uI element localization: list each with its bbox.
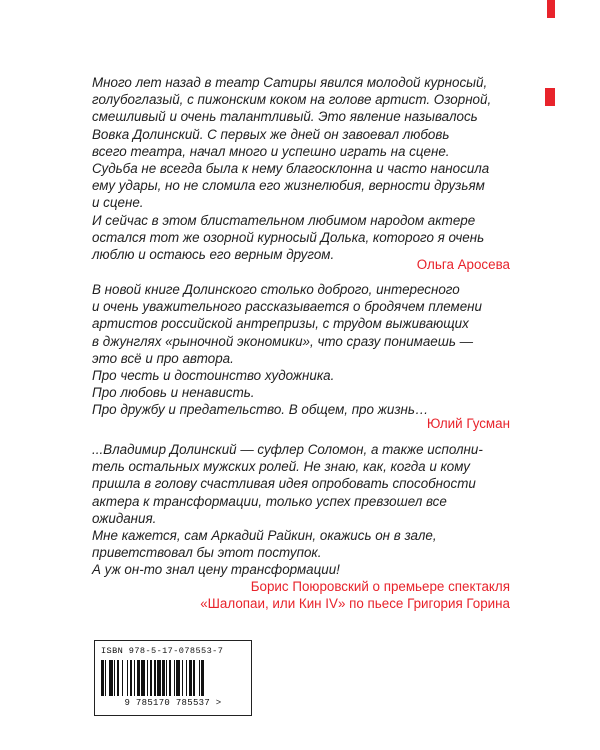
- barcode-bar: [114, 660, 115, 696]
- barcode-bar: [201, 660, 204, 696]
- top-red-stripe: [547, 0, 555, 18]
- barcode-bar: [130, 660, 133, 696]
- quote-author: Ольга Аросева: [416, 257, 510, 272]
- barcode-bar: [141, 660, 145, 696]
- quote-author: Борис Поюровский о премьере спектакля «Шалопаи, или Кин IV» по пьесе Григория Горина: [200, 579, 510, 611]
- barcode-bar: [199, 660, 200, 696]
- quote-text: В новой книге Долинского столько доброго, интересного и очень уважительного рассказывается о бродячем племени артистов российской антрепризы, с трудом выживающих в джунглях «рыночной экономики», что сразу понимаешь — это всё и про автора. Про честь и достоинство художника. Про любовь и ненависть. Про дружбу и предательство. В общем, про жизнь…: [92, 282, 482, 418]
- barcode-bar: [101, 660, 104, 696]
- barcode-bar: [109, 660, 113, 696]
- quote-author: Юлий Гусман: [426, 416, 510, 431]
- barcode-bar: [134, 660, 135, 696]
- barcode-bar: [169, 660, 172, 696]
- quote-text: ...Владимир Долинский — суфлер Соломон, а также исполни- тель остальных мужских ролей. Не знаю, как, когда и кому пришла в голову счастливая идея опробовать способности актера к трансформации, только успех превзошел все ожидания. Мне кажется, сам Аркадий Райкин, окажись он в зале, приветствовал бы этот поступок. А уж он-то знал цену трансформации!: [92, 442, 483, 578]
- barcode-bar: [186, 660, 187, 696]
- barcode-digits: 9 785170 785537 >: [124, 698, 222, 708]
- barcode-bar: [189, 660, 192, 696]
- quote-text: Много лет назад в театр Сатиры явился молодой курносый, голубоглазый, с пижонским коком на голове артист. Озорной, смешливый и очень талантливый. Это явление называлось Вовка Долинский. С первых же дней он завоевал любовь всего театра, начал много и успешно играть на сцене. Судьба не всегда была к нему благосклонна и часто наносила ему удары, но не сломила его жизнелюбия, верности друзьям и сцене. И сейчас в этом блистательном любимом народом актере остался тот же озорной курносый Долька, которого я очень люблю и остаюсь его верным другом.: [92, 75, 492, 263]
- barcode-bars: [101, 660, 245, 696]
- barcode-bar: [122, 660, 123, 696]
- barcode-bar: [193, 660, 194, 696]
- barcode-bar: [166, 660, 167, 696]
- barcode-bar: [182, 660, 183, 696]
- side-red-mark: [545, 88, 555, 106]
- barcode-block: [94, 640, 252, 716]
- isbn-label: ISBN 978-5-17-078553-7: [101, 646, 224, 656]
- barcode-bar: [105, 660, 106, 696]
- barcode-bar: [154, 660, 155, 696]
- barcode-bar: [176, 660, 180, 696]
- barcode-bar: [150, 660, 151, 696]
- barcode-bar: [127, 660, 128, 696]
- barcode-bar: [117, 660, 120, 696]
- barcode-bar: [137, 660, 140, 696]
- barcode-bar: [162, 660, 165, 696]
- barcode-bar: [157, 660, 161, 696]
- barcode-bar: [147, 660, 148, 696]
- barcode-bar: [174, 660, 175, 696]
